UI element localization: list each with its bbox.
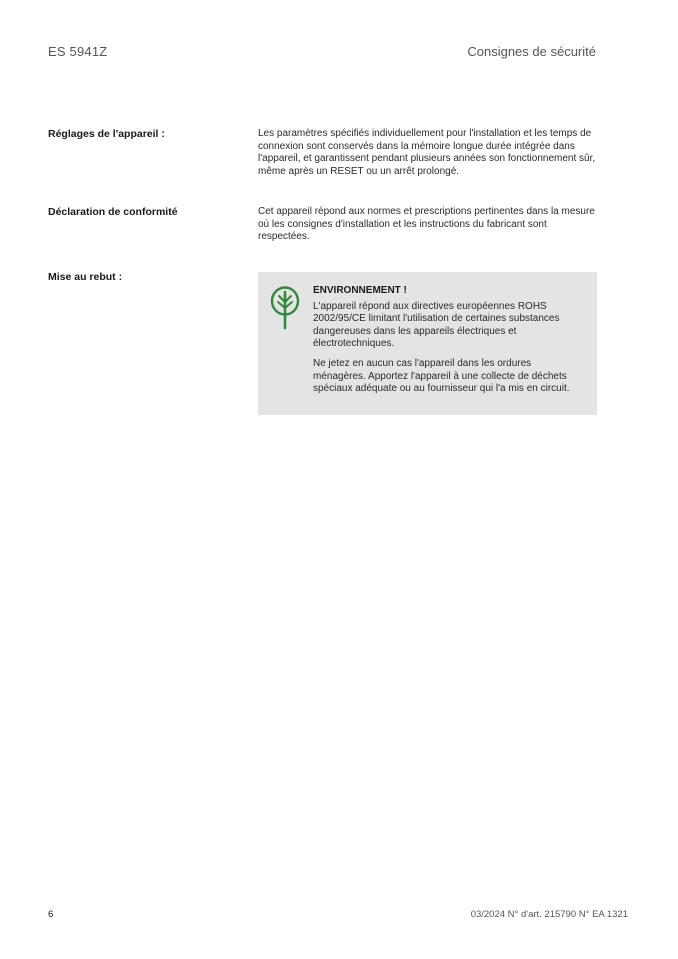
environment-notice-title: ENVIRONNEMENT ! [313,285,407,296]
label-conformity-declaration: Déclaration de conformité [48,206,178,218]
tree-icon [270,286,300,330]
label-disposal: Mise au rebut : [48,271,123,283]
text-device-settings: Les paramètres spécifiés individuellement pour l'installation et les temps de connexion sont conservés dans la mémoire longue durée intégrée dans l'appareil, et garantissent pendant plusieurs années son fonctionnement sûr, même après un RESET ou un arrêt prolongé. [258,128,596,177]
environment-notice-box [258,272,597,415]
section-title: Consignes de sécurité [467,44,596,59]
label-device-settings: Réglages de l'appareil : [48,128,165,140]
document-reference: 03/2024 N° d'art. 215790 N° EA 1321 [470,909,628,920]
environment-notice-disposal: Ne jetez en aucun cas l'appareil dans les ordures ménagères. Apportez l'appareil à une collecte de déchets spéciaux adéquate ou au fournisseur qui l'a mis en circuit. [313,357,570,395]
text-conformity-declaration: Cet appareil répond aux normes et prescriptions pertinentes dans la mesure où les consignes d'installation et les instructions du fabricant sont respectées. [258,206,595,243]
environment-notice-rohs: L'appareil répond aux directives européennes ROHS 2002/95/CE limitant l'utilisation de certaines substances dangereuses dans les appareils électriques et électrotechniques. [313,300,560,350]
document-model: ES 5941Z [48,44,108,59]
page-number: 6 [48,909,54,920]
environment-notice-content [313,285,577,403]
